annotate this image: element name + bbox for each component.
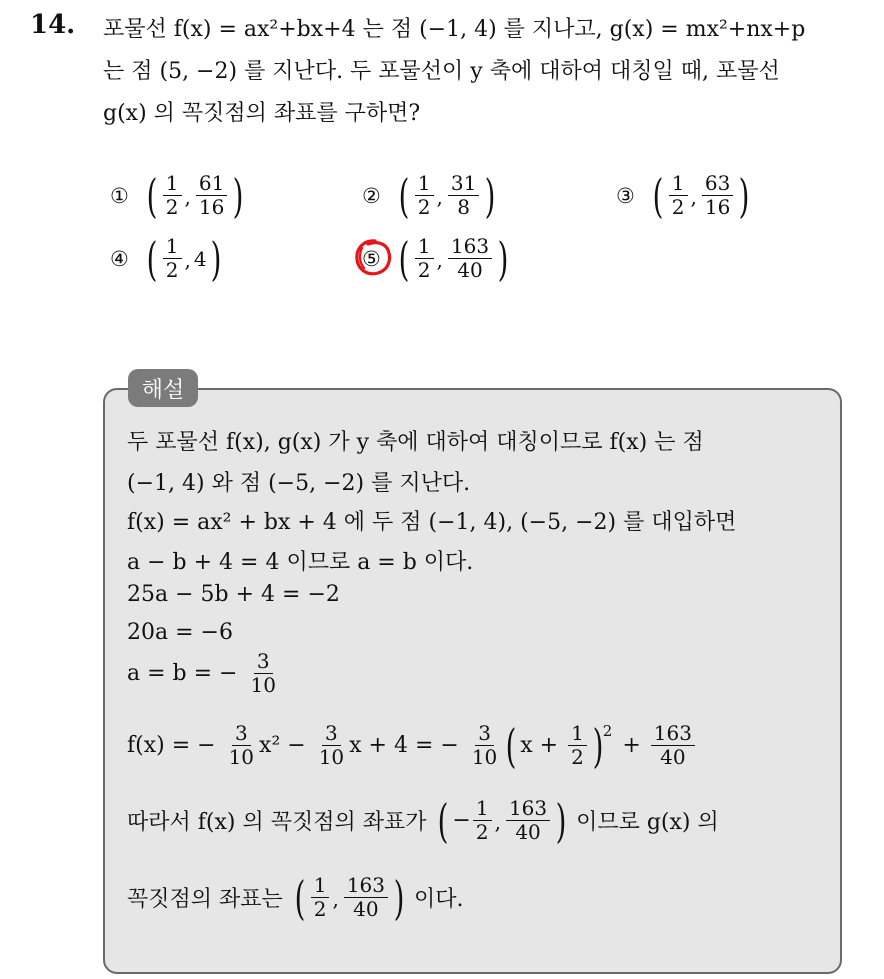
choice-5-label: ⑤ — [362, 246, 381, 271]
solution-line-10: 꼭짓점의 좌표는 ( $\frac{1}{2}$ , $\frac{163}{40}$ ) 이다. — [127, 870, 464, 925]
left-paren: ( — [652, 168, 664, 223]
fraction: $\frac{1}{2}$ — [415, 235, 434, 282]
question-line-3: g(x) 의 꼭짓점의 좌표를 구하면? — [103, 101, 421, 126]
right-paren: ) — [393, 870, 405, 925]
choice-4-label: ④ — [110, 246, 129, 271]
right-paren: ) — [484, 168, 496, 223]
fraction: $\frac{3}{10}$ — [250, 649, 276, 697]
choice-2[interactable]: ② ( $\frac{1}{2}$ , $\frac{31}{8}$ ) — [362, 168, 496, 223]
solution-line-1: 두 포물선 f(x), g(x) 가 y 축에 대하여 대칭이므로 f(x) 는 점 — [127, 430, 704, 455]
fraction: $\frac{3}{10}$ — [318, 721, 345, 769]
fraction: $\frac{1}{2}$ — [473, 797, 492, 844]
answer-circle-mark — [352, 236, 396, 280]
right-paren: ) — [592, 718, 604, 773]
fraction: $\frac{1}{2}$ — [163, 172, 182, 219]
fraction: $\frac{163}{40}$ — [506, 797, 550, 844]
fraction: $\frac{63}{16}$ — [702, 172, 733, 219]
fraction: $\frac{163}{40}$ — [651, 722, 695, 769]
right-paren: ) — [555, 793, 567, 848]
choice-5[interactable]: ⑤ ( $\frac{1}{2}$ , $\frac{163}{40}$ ) — [362, 231, 509, 286]
exponent: 2 — [602, 722, 613, 740]
choice-1-label: ① — [110, 183, 129, 208]
right-paren: ) — [497, 231, 509, 286]
solution-line-4: a − b + 4 = 4 이므로 a = b 이다. — [127, 550, 474, 575]
question-line-1: 포물선 f(x) = ax²+bx+4 는 점 (−1, 4) 를 지나고, g(x) = mx²+nx+p — [103, 17, 806, 42]
fraction: $\frac{163}{40}$ — [448, 235, 492, 282]
solution-line-8: f(x) = − $\frac{3}{10}$ x² − $\frac{3}{10}$ x + 4 = − $\frac{3}{10}$ ( x + $\frac{1}{2}$ ) 2 + $\frac{163}{40}$ — [127, 722, 697, 769]
solution-line-7: a = b = − $\frac{3}{10}$ — [127, 650, 281, 697]
fraction: $\frac{3}{10}$ — [471, 721, 498, 769]
choice-3-label: ③ — [616, 183, 635, 208]
right-paren: ) — [738, 168, 750, 223]
left-paren: ( — [398, 168, 410, 223]
left-paren: ( — [438, 793, 449, 848]
fraction: $\frac{1}{2}$ — [568, 722, 587, 769]
solution-line-9: 따라서 f(x) 의 꼭짓점의 좌표가 ( − $\frac{1}{2}$ , $\frac{163}{40}$ ) 이므로 g(x) 의 — [127, 793, 719, 848]
left-paren: ( — [146, 231, 158, 286]
question-number: 14. — [30, 10, 76, 40]
solution-line-6: 20a = −6 — [127, 620, 233, 645]
right-paren: ) — [232, 168, 244, 223]
solution-tag: 해설 — [128, 369, 198, 407]
choice-4[interactable]: ④ ( $\frac{1}{2}$ , 4 ) — [110, 231, 221, 286]
solution-line-3: f(x) = ax² + bx + 4 에 두 점 (−1, 4), (−5, −2) 를 대입하면 — [127, 510, 737, 535]
left-paren: ( — [146, 168, 158, 223]
fraction: $\frac{1}{2}$ — [311, 874, 330, 921]
fraction: $\frac{3}{10}$ — [228, 721, 255, 769]
solution-line-2: (−1, 4) 와 점 (−5, −2) 를 지난다. — [127, 471, 471, 496]
fraction: $\frac{61}{16}$ — [196, 172, 227, 219]
left-paren: ( — [294, 870, 306, 925]
choice-4-value: 4 — [193, 246, 207, 271]
choice-1[interactable]: ① ( $\frac{1}{2}$ , $\frac{61}{16}$ ) — [110, 168, 244, 223]
fraction: $\frac{1}{2}$ — [669, 172, 688, 219]
choice-2-label: ② — [362, 183, 381, 208]
fraction: $\frac{1}{2}$ — [415, 172, 434, 219]
solution-line-5: 25a − 5b + 4 = −2 — [127, 582, 340, 607]
choice-3[interactable]: ③ ( $\frac{1}{2}$ , $\frac{63}{16}$ ) — [616, 168, 750, 223]
left-paren: ( — [398, 231, 410, 286]
fraction: $\frac{163}{40}$ — [344, 874, 388, 921]
question-line-2: 는 점 (5, −2) 를 지난다. 두 포물선이 y 축에 대하여 대칭일 때, 포물선 — [103, 59, 780, 84]
right-paren: ) — [210, 231, 221, 286]
fraction: $\frac{1}{2}$ — [163, 235, 182, 282]
left-paren: ( — [505, 718, 517, 773]
fraction: $\frac{31}{8}$ — [448, 172, 479, 219]
